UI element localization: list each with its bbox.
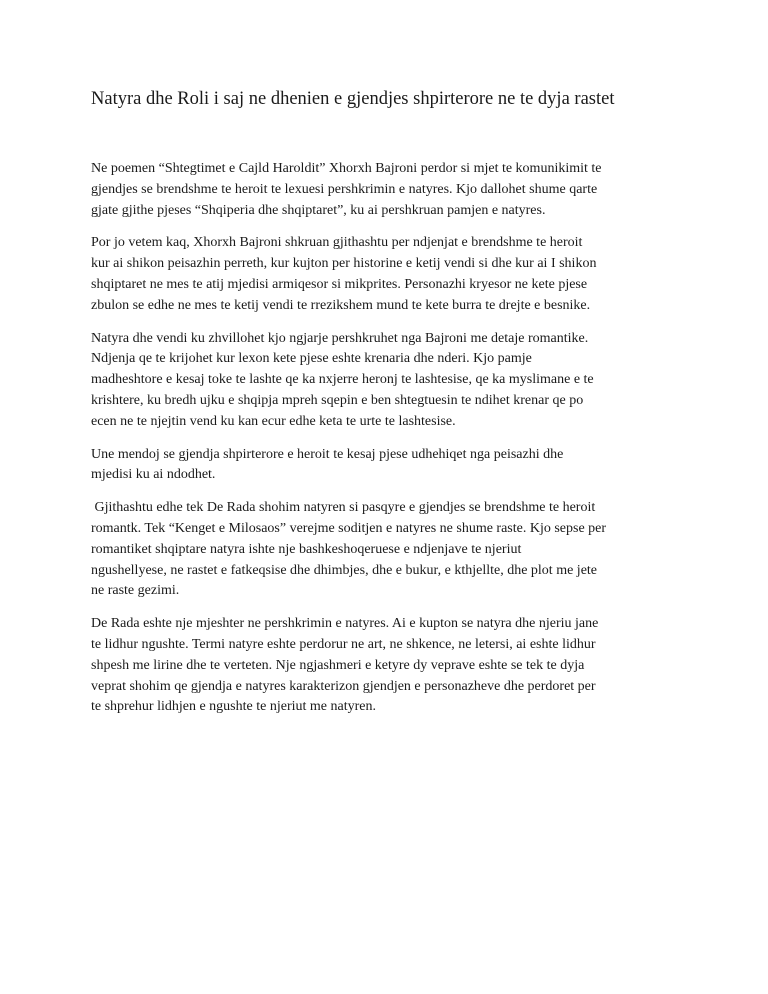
text-line: shpesh me lirine dhe te verteten. Nje ngjashmeri e ketyre dy veprave eshte se tek te dyja	[91, 657, 585, 673]
text-line: veprat shohim qe gjendja e natyres karakterizon gjendjen e personazheve dhe perdoret per	[91, 678, 596, 694]
text-line: madheshtore e kesaj toke te lashte qe ka nxjerre heronj te lashtesise, qe ka myslimane e te	[91, 372, 594, 388]
paragraph-1	[91, 159, 691, 221]
text-line: te lidhur ngushte. Termi natyre eshte perdorur ne art, ne shkence, ne letersi, ai eshte lidhur	[91, 636, 596, 652]
paragraph-2	[91, 233, 691, 316]
text-line: krishtere, ku bredh ujku e shqipja mpreh sqepin e ben shtegtuesin te ndihet krenar qe po	[91, 392, 584, 408]
text-line: ngushellyese, ne rastet e fatkeqsise dhe dhimbjes, dhe e bukur, e kthjellte, dhe plot me jete	[91, 562, 598, 578]
text-line: gjendjes se brendshme te heroit te lexuesi pershkrimin e natyres. Kjo dallohet shume qarte	[91, 181, 598, 197]
text-line: romantk. Tek “Kenget e Milosaos” verejme soditjen e natyres ne shume raste. Kjo sepse per	[91, 520, 607, 536]
text-line: Gjithashtu edhe tek De Rada shohim natyren si pasqyre e gjendjes se brendshme te heroit	[91, 500, 596, 516]
text-line: zbulon se edhe ne mes te ketij vendi te rrezikshem mund te kete burra te drejte e besnike.	[91, 297, 591, 313]
text-line: Natyra dhe vendi ku zhvillohet kjo ngjarje pershkruhet nga Bajroni me detaje romantike.	[91, 330, 589, 346]
text-line: gjate gjithe pjeses “Shqiperia dhe shqiptaret”, ku ai pershkruan pamjen e natyres.	[91, 202, 546, 218]
text-line: ecen ne te njejtin vend ku kan ecur edhe keta te urte te lashtesise.	[91, 413, 456, 429]
paragraph-3	[91, 329, 691, 433]
text-line: Ndjenja qe te krijohet kur lexon kete pjese eshte krenaria dhe nderi. Kjo pamje	[91, 351, 532, 367]
text-line: shqiptaret ne mes te atij mjedisi armiqesor si mikprites. Personazhi kryesor ne kete pjese	[91, 276, 588, 292]
paragraph-5	[91, 498, 691, 602]
text-line: Une mendoj se gjendja shpirterore e heroit te kesaj pjese udhehiqet nga peisazhi dhe	[91, 446, 564, 462]
paragraph-4	[91, 445, 691, 487]
text-line: Ne poemen “Shtegtimet e Cajld Haroldit” Xhorxh Bajroni perdor si mjet te komunikimit te	[91, 161, 602, 176]
text-line: De Rada eshte nje mjeshter ne pershkrimin e natyres. Ai e kupton se natyra dhe njeriu jane	[91, 616, 599, 632]
text-line: romantiket shqiptare natyra ishte nje bashkeshoqeruese e ndjenjave te njeriut	[91, 541, 522, 557]
text-line: ne raste gezimi.	[91, 583, 180, 599]
text-line: te shprehur lidhjen e ngushte te njeriut me natyren.	[91, 699, 376, 715]
document-title: Natyra dhe Roli i saj ne dhenien e gjendjes shpirterore ne te dyja rastet	[91, 89, 615, 109]
text-line: kur ai shikon peisazhin perreth, kur kujton per historine e ketij vendi si dhe kur ai I shikon	[91, 256, 597, 272]
document-body	[91, 159, 691, 730]
text-line: Por jo vetem kaq, Xhorxh Bajroni shkruan gjithashtu per ndjenjat e brendshme te heroit	[91, 235, 583, 251]
text-line: mjedisi ku ai ndodhet.	[91, 467, 216, 483]
paragraph-6	[91, 614, 691, 718]
